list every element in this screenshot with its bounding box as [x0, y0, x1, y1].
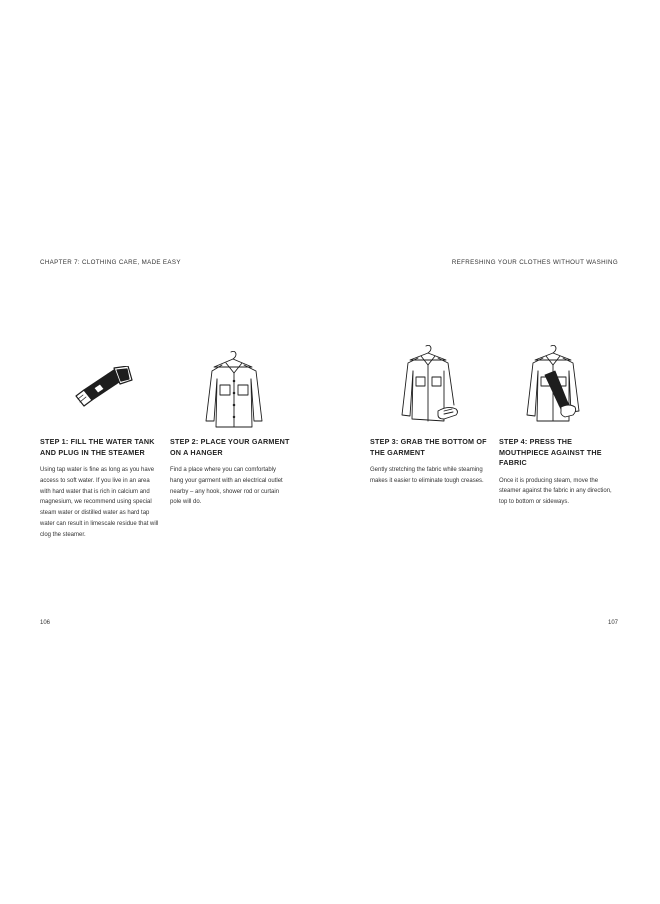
shirt-on-hanger-illustration	[200, 351, 270, 429]
step-2	[170, 437, 290, 508]
step-1-body: Using tap water is fine as long as you have access to soft water. If you live in an area with hard water that is rich in calcium and magnesium, we recommend using special steam water or distilled water as hard tap water can result in limescale residue that will clog the steamer.	[40, 467, 159, 538]
running-head-left: CHAPTER 7: CLOTHING CARE, MADE EASY	[40, 259, 181, 266]
step-3-title: STEP 3: GRAB THE BOTTOM OF THE GARMENT	[370, 437, 487, 457]
step-4-body: Once it is producing steam, move the steamer against the fabric in any direction, top to bottom or sideways.	[499, 477, 612, 506]
page-number-left: 106	[40, 620, 51, 626]
step-4-title: STEP 4: PRESS THE MOUTHPIECE AGAINST THE FABRIC	[499, 437, 602, 467]
step-1	[40, 437, 160, 541]
step-3-body: Gently stretching the fabric while steaming makes it easier to eliminate tough creases.	[370, 467, 484, 484]
step-3	[370, 437, 490, 487]
page-number-right: 107	[607, 620, 618, 626]
step-4	[499, 437, 619, 508]
shirt-grab-bottom-illustration	[398, 345, 460, 425]
step-1-title: STEP 1: FILL THE WATER TANK AND PLUG IN THE STEAMER	[40, 437, 155, 457]
step-2-title: STEP 2: PLACE YOUR GARMENT ON A HANGER	[170, 437, 290, 457]
steamer-illustration	[70, 366, 136, 414]
running-head-right: REFRESHING YOUR CLOTHES WITHOUT WASHING	[451, 259, 618, 266]
shirt-steaming-illustration	[525, 345, 587, 425]
step-2-body: Find a place where you can comfortably hang your garment with an electrical outlet nearby – any hook, shower rod or curtain pole will do.	[170, 467, 283, 506]
